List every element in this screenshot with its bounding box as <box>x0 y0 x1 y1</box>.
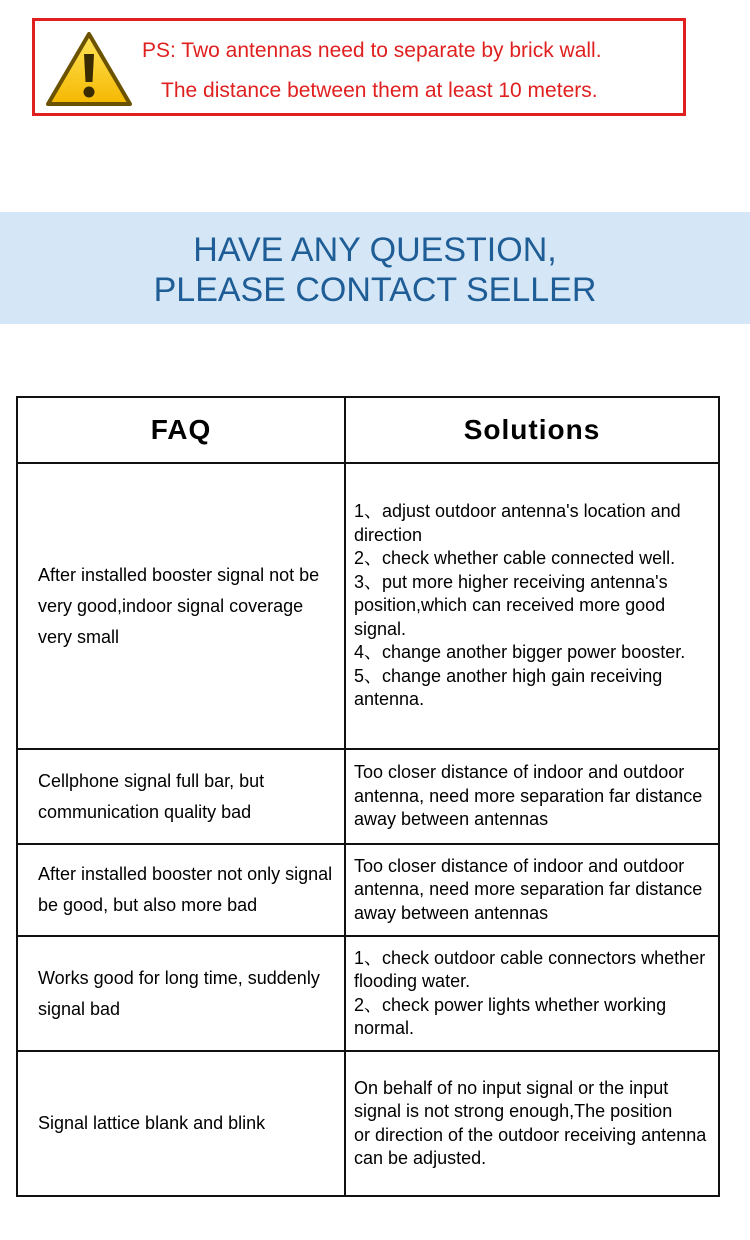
faq-table <box>16 396 720 1197</box>
banner-title-line-1: HAVE ANY QUESTION, <box>193 231 557 269</box>
solution-step: 5、change another high gain receiving antenna. <box>354 665 663 710</box>
solution-step: 1、check outdoor cable connectors whether flooding water. <box>354 947 706 991</box>
faq-question: Signal lattice blank and blink <box>17 1051 345 1196</box>
faq-question: Cellphone signal full bar, but communication quality bad <box>17 749 345 844</box>
solution-step: 2、check whether cable connected well. <box>354 548 676 569</box>
table-header-row <box>17 397 719 463</box>
solution-line: or direction of the outdoor receiving antenna can be adjusted. <box>354 1124 707 1168</box>
table-row <box>17 936 719 1051</box>
warning-line-1: PS: Two antennas need to separate by brick wall. <box>142 39 602 62</box>
warning-icon <box>45 30 133 108</box>
warning-notice <box>32 18 686 116</box>
solution-step: 1、adjust outdoor antenna's location and direction <box>354 501 681 545</box>
contact-banner <box>0 212 750 324</box>
faq-solution <box>345 1051 719 1196</box>
faq-question: After installed booster not only signal be good, but also more bad <box>17 844 345 936</box>
faq-solution <box>345 936 719 1051</box>
solution-step: 2、check power lights whether working normal. <box>354 994 667 1038</box>
solutions-header: Solutions <box>345 397 719 463</box>
banner-title-line-2: PLEASE CONTACT SELLER <box>153 271 597 309</box>
solution-step: 3、put more higher receiving antenna's position,which can received more good signal. <box>354 571 668 639</box>
solution-line: On behalf of no input signal or the input signal is not strong enough,The position <box>354 1077 673 1121</box>
faq-question: After installed booster signal not be very good,indoor signal coverage very small <box>17 463 345 749</box>
faq-solution <box>345 463 719 749</box>
table-row <box>17 844 719 936</box>
table-row <box>17 463 719 749</box>
faq-header: FAQ <box>17 397 345 463</box>
solution-step: 4、change another bigger power booster. <box>354 642 686 663</box>
table-row <box>17 749 719 844</box>
warning-line-2: The distance between them at least 10 meters. <box>161 79 598 102</box>
faq-solution: Too closer distance of indoor and outdoor antenna, need more separation far distance away between antennas <box>345 749 719 844</box>
faq-question: Works good for long time, suddenly signal bad <box>17 936 345 1051</box>
faq-solution: Too closer distance of indoor and outdoor antenna, need more separation far distance away between antennas <box>345 844 719 936</box>
table-row <box>17 1051 719 1196</box>
